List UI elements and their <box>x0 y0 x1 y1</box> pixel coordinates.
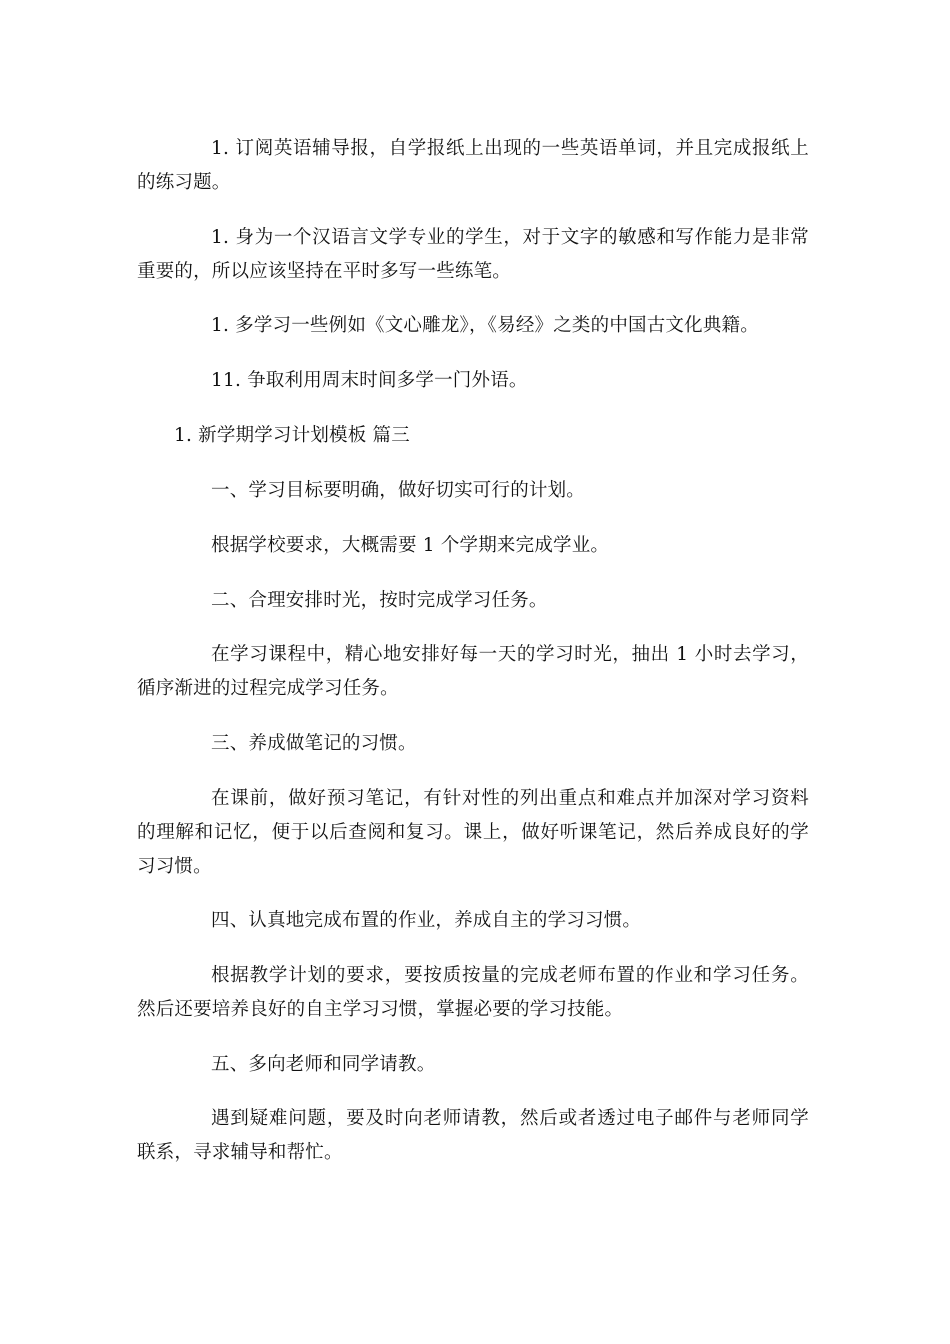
paragraph-writing-practice: 1. 身为一个汉语言文学专业的学生，对于文字的敏感和写作能力是非常重要的，所以应该坚持在平时多写一些练笔。 <box>137 227 809 282</box>
point-one-body: 根据学校要求，大概需要 1 个学期来完成学业。 <box>211 535 610 556</box>
point-one-heading: 一、学习目标要明确，做好切实可行的计划。 <box>211 480 586 501</box>
point-four-heading: 四、认真地完成布置的作业，养成自主的学习习惯。 <box>211 910 642 931</box>
point-five-heading: 五、多向老师和同学请教。 <box>211 1054 436 1075</box>
paragraph-english-newspaper: 1. 订阅英语辅导报，自学报纸上出现的一些英语单词，并且完成报纸上的练习题。 <box>137 138 809 193</box>
point-four-body: 根据教学计划的要求，要按质按量的完成老师布置的作业和学习任务。然后还要培养良好的自主学习习惯，掌握必要的学习技能。 <box>137 965 809 1020</box>
point-three-body: 在课前，做好预习笔记，有针对性的列出重点和难点并加深对学习资料的理解和记忆，便于以后查阅和复习。课上，做好听课笔记，然后养成良好的学习习惯。 <box>137 788 809 877</box>
point-two-heading: 二、合理安排时光，按时完成学习任务。 <box>211 590 548 611</box>
point-two-body: 在学习课程中，精心地安排好每一天的学习时光，抽出 1 小时去学习，循序渐进的过程完成学习任务。 <box>137 644 809 699</box>
section-heading: 1. 新学期学习计划模板 篇三 <box>174 425 410 446</box>
point-five-body: 遇到疑难问题，要及时向老师请教，然后或者透过电子邮件与老师同学联系，寻求辅导和帮忙。 <box>137 1108 809 1163</box>
point-three-heading: 三、养成做笔记的习惯。 <box>211 733 417 754</box>
paragraph-foreign-language: 11. 争取利用周末时间多学一门外语。 <box>211 370 528 391</box>
paragraph-classics: 1. 多学习一些例如《文心雕龙》，《易经》之类的中国古文化典籍。 <box>211 315 759 336</box>
